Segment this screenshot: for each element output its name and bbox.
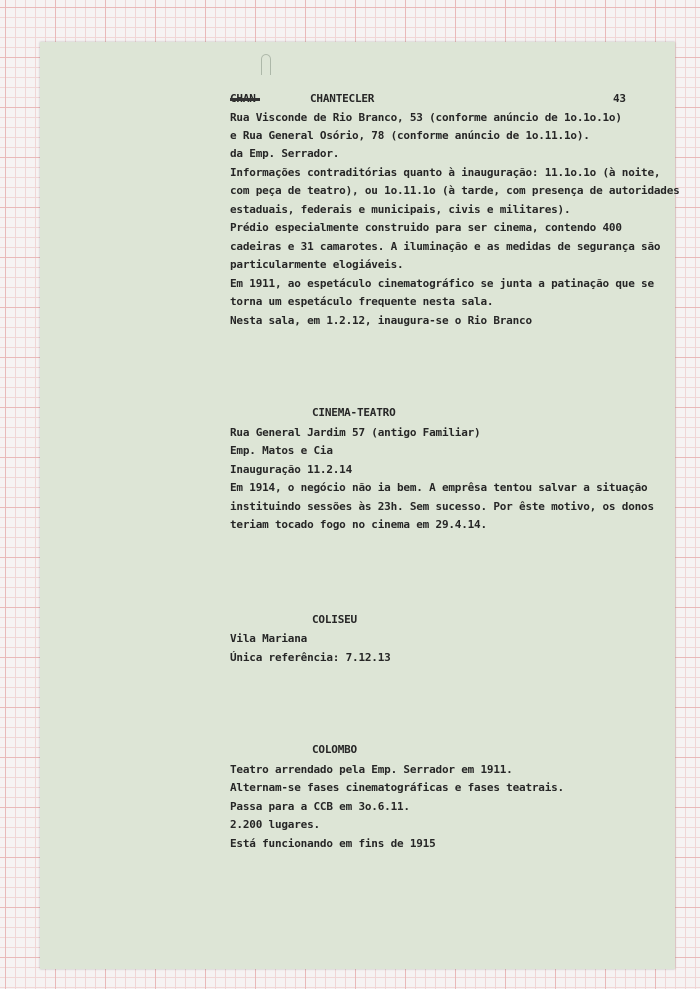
body-line: teriam tocado fogo no cinema em 29.4.14. <box>230 518 487 531</box>
body-line: Informações contraditórias quanto à inauguração: 11.1o.1o (à noite, <box>230 166 661 179</box>
body-line: Em 1911, ao espetáculo cinematográfico se junta a patinação que se <box>230 277 654 290</box>
body-line: com peça de teatro), ou 1o.11.1o (à tarde, com presença de autoridades <box>230 184 680 197</box>
body-line: cadeiras e 31 camarotes. A iluminação e as medidas de segurança são <box>230 240 661 253</box>
section-title-coliseu: COLISEU <box>312 613 357 626</box>
body-line: Única referência: 7.12.13 <box>230 651 391 664</box>
strikethrough-mark <box>230 98 260 101</box>
body-line: torna um espetáculo frequente nesta sala. <box>230 295 494 308</box>
page-number: 43 <box>613 92 626 105</box>
body-line: Inauguração 11.2.14 <box>230 463 353 476</box>
body-line: Teatro arrendado pela Emp. Serrador em 1911. <box>230 763 513 776</box>
body-line: Passa para a CCB em 3o.6.11. <box>230 800 410 813</box>
body-line: Alternam-se fases cinematográficas e fases teatrais. <box>230 781 564 794</box>
body-line: Prédio especialmente construido para ser cinema, contendo 400 <box>230 221 622 234</box>
section-title-colombo: COLOMBO <box>312 743 357 756</box>
typed-page <box>40 42 680 969</box>
body-line: Rua Visconde de Rio Branco, 53 (conforme anúncio de 1o.1o.1o) <box>230 111 622 124</box>
body-line: estaduais, federais e municipais, civis e militares). <box>230 203 571 216</box>
body-line: Está funcionando em fins de 1915 <box>230 837 436 850</box>
body-line: e Rua General Osório, 78 (conforme anúncio de 1o.11.1o). <box>230 129 590 142</box>
body-line: instituindo sessões às 23h. Sem sucesso. Por êste motivo, os donos <box>230 500 654 513</box>
body-line: Emp. Matos e Cia <box>230 444 333 457</box>
body-line: Rua General Jardim 57 (antigo Familiar) <box>230 426 481 439</box>
section-title-cinema-teatro: CINEMA-TEATRO <box>312 406 396 419</box>
pin-hole-mark <box>261 54 271 75</box>
body-line: da Emp. Serrador. <box>230 147 340 160</box>
body-line: Em 1914, o negócio não ia bem. A emprêsa tentou salvar a situação <box>230 481 648 494</box>
body-line: 2.200 lugares. <box>230 818 320 831</box>
body-line: Vila Mariana <box>230 632 308 645</box>
section-title-chantecler: CHANTECLER <box>310 92 375 105</box>
body-line: Nesta sala, em 1.2.12, inaugura-se o Rio Branco <box>230 314 532 327</box>
body-line: particularmente elogiáveis. <box>230 258 404 271</box>
